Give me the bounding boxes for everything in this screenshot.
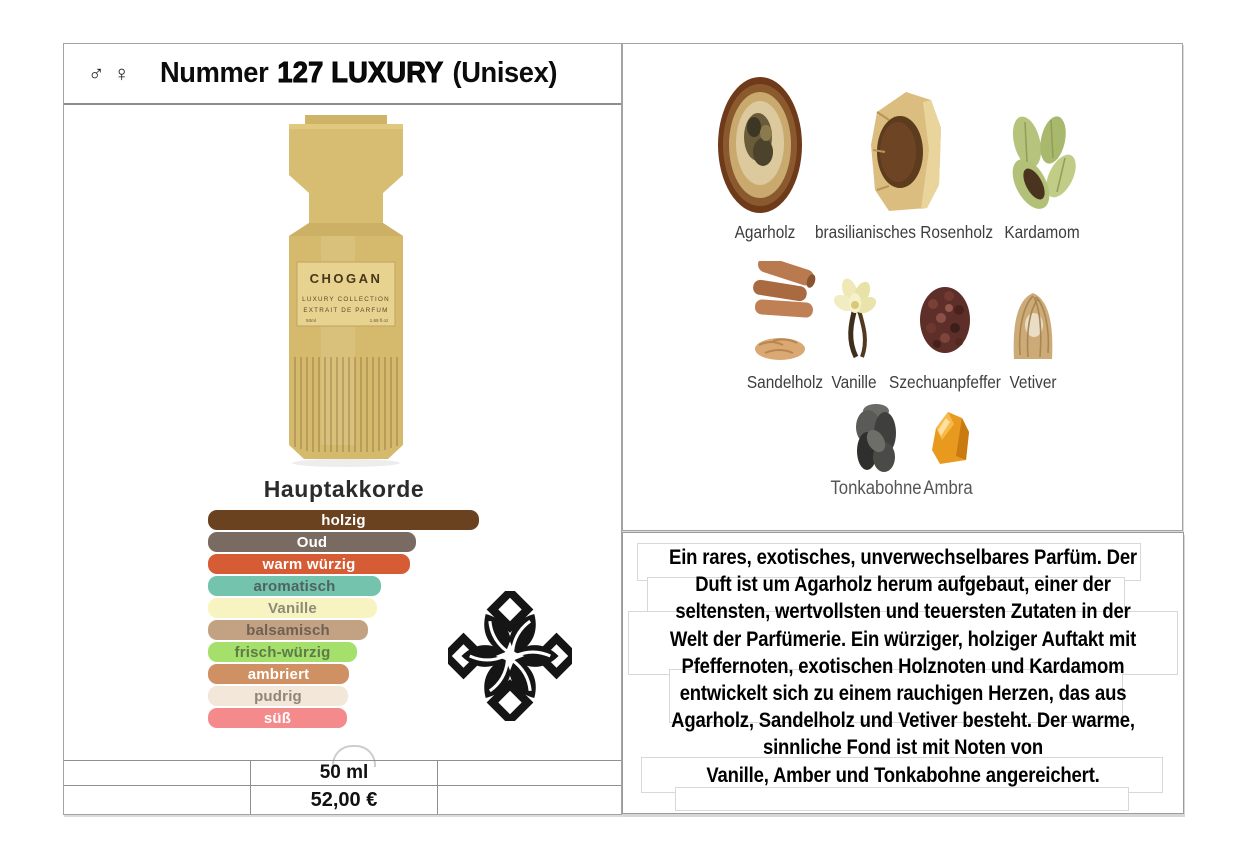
price-table — [64, 760, 621, 814]
rosewood-log-icon — [869, 90, 944, 220]
product-title — [160, 57, 557, 90]
accord-bar-label: Oud — [296, 533, 328, 551]
cardamom-pods-icon — [1005, 114, 1079, 220]
price-cell: 52,00 € — [251, 786, 438, 814]
product-panel — [63, 43, 622, 815]
accord-bar — [208, 708, 347, 728]
accord-bar — [208, 664, 349, 684]
table-cell-empty — [438, 786, 621, 814]
description-line: sinnliche Fond ist mit Noten von — [762, 735, 1044, 760]
ingredient-label: Vetiver — [1009, 372, 1057, 392]
table-cell-empty — [64, 761, 251, 786]
description-panel — [622, 532, 1184, 814]
accord-bar-label: warm würzig — [262, 555, 356, 573]
product-title-prefix: Nummer — [160, 57, 269, 89]
accord-bar-label: holzig — [321, 511, 366, 529]
vetiver-roots-icon — [1010, 291, 1056, 367]
accords-bar-chart — [208, 510, 488, 730]
accord-bar-label: frisch-würzig — [234, 643, 331, 661]
ingredient-label: Kardamom — [1004, 222, 1080, 242]
accord-bar-label: Vanille — [268, 599, 317, 617]
accord-bar — [208, 554, 410, 574]
description-line: Duft ist um Agarholz herum aufgebaut, einer der — [695, 572, 1111, 597]
accord-bar-label: aromatisch — [253, 577, 336, 595]
description-line: Welt der Parfümerie. Ein würziger, holziger Auftakt mit — [669, 626, 1137, 651]
description-line: seltensten, wertvollsten und teuersten Zutaten in der — [675, 599, 1131, 624]
accord-bar — [208, 642, 357, 662]
female-icon: ♀ — [113, 60, 130, 86]
bottle-type-text: EXTRAIT DE PARFUM — [303, 307, 389, 314]
description-line: Pfeffernoten, exotischen Holznoten und Kardamom — [681, 653, 1125, 678]
bottle-graphic — [281, 115, 411, 469]
description-line: Vanille, Amber und Tonkabohne angereichert. — [706, 762, 1100, 787]
agarwood-slice-icon — [716, 75, 804, 221]
accord-bar — [208, 598, 377, 618]
ingredient-label: brasilianisches Rosenholz — [814, 222, 994, 242]
amber-stone-icon — [928, 410, 971, 473]
text-highlight-box — [675, 787, 1129, 811]
product-description — [662, 544, 1144, 789]
bottle-brand-text: CHOGAN — [309, 271, 383, 286]
sandalwood-sticks-icon — [753, 261, 817, 367]
accord-bar — [208, 620, 368, 640]
accord-bar-label: ambriert — [247, 665, 310, 683]
ingredient-label: Tonkabohne — [830, 478, 922, 499]
szechuan-pepper-icon — [919, 280, 971, 363]
male-icon: ♂ — [88, 60, 105, 86]
accord-bar-label: balsamisch — [246, 621, 330, 639]
description-line: Ein rares, exotisches, unverwechselbares Parfüm. Der — [669, 545, 1137, 569]
accord-bar — [208, 532, 416, 552]
ingredient-label: Szechuanpfeffer — [889, 372, 1001, 392]
bottle-volume-text: 50ml — [306, 318, 316, 323]
volume-cell: 50 ml — [251, 761, 438, 786]
product-title-number: 127 LUXURY — [277, 57, 444, 89]
ingredient-label: Agarholz — [734, 222, 796, 242]
accord-bar — [208, 510, 479, 530]
bottle-volume-oz-text: 1.69 fl.oz — [369, 318, 389, 323]
accord-bar-label: pudrig — [254, 687, 302, 705]
ingredient-label: Sandelholz — [746, 372, 824, 392]
flower-logo-icon — [448, 591, 572, 721]
ingredient-label: Vanille — [831, 372, 877, 392]
bottle-collection-text: LUXURY COLLECTION — [302, 296, 390, 303]
accords-chart-title: Hauptakkorde — [263, 476, 425, 502]
product-title-suffix: (Unisex) — [452, 57, 558, 89]
tonka-beans-icon — [854, 403, 898, 479]
description-line: Agarholz, Sandelholz und Vetiver besteht. Der warme, — [671, 708, 1135, 733]
table-cell-empty — [438, 761, 621, 786]
ingredients-panel — [622, 43, 1183, 531]
perfume-bottle-image — [281, 115, 411, 469]
accord-bar-label: süß — [263, 709, 292, 727]
description-line: entwickelt sich zu einem rauchigen Herzen, das aus — [679, 681, 1127, 706]
accord-bar — [208, 576, 381, 596]
accord-bar — [208, 686, 348, 706]
product-header — [64, 44, 621, 105]
table-cell-empty — [64, 786, 251, 814]
vanilla-flower-icon — [828, 277, 880, 367]
ingredient-label: Ambra — [923, 478, 973, 499]
